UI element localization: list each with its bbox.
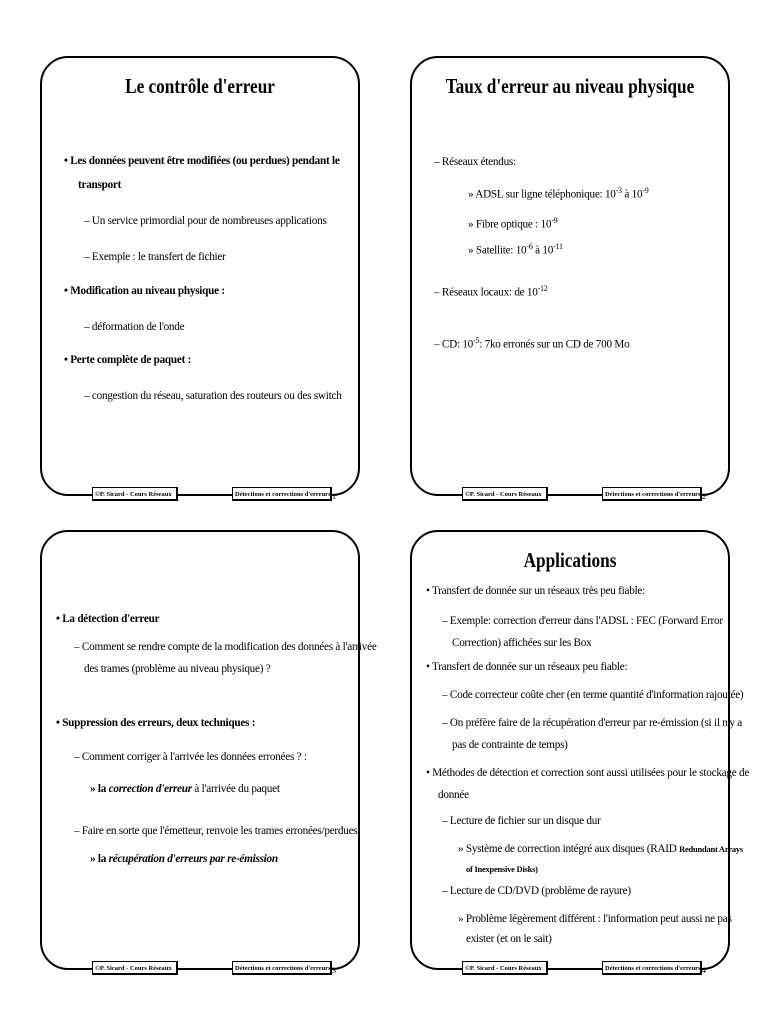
sub-item-cont: Correction) affichées sur les Box bbox=[452, 637, 592, 649]
footer-course: Détections et corrections d'erreurs bbox=[602, 487, 702, 501]
page-number: 2 bbox=[702, 492, 706, 501]
bullet: • Transfert de donnée sur un réseaux peu fiable: bbox=[426, 661, 628, 673]
bullet: • Modification au niveau physique : bbox=[64, 285, 225, 297]
sub-item: – Un service primordial pour de nombreuses applications bbox=[84, 215, 327, 227]
sub-item: – Lecture de fichier sur un disque dur bbox=[442, 815, 601, 827]
sub-item: – Exemple : le transfert de fichier bbox=[84, 251, 226, 263]
sub-item: – Comment corriger à l'arrivée les données erronées ? : bbox=[74, 751, 307, 763]
sub-sub-item-cont: exister (et on le sait) bbox=[466, 933, 552, 945]
sub-sub-item-cont: of Inexpensive Disks) bbox=[466, 864, 538, 874]
footer-course: Détections et corrections d'erreurs bbox=[602, 961, 702, 975]
sub-sub-item: » Système de correction intégré aux disques (RAID Redundant Arrays bbox=[458, 843, 743, 855]
sub-item-fibre: » Fibre optique : $10^{-9}$ bbox=[468, 216, 558, 231]
page-number: 3 bbox=[332, 966, 336, 975]
sub-sub-item: » Problème légèrement différent : l'information peut aussi ne pas bbox=[458, 913, 732, 925]
sub-item: – Exemple: correction d'erreur dans l'ADSL : FEC (Forward Error bbox=[442, 615, 723, 627]
footer-course: Détections et corrections d'erreurs bbox=[232, 487, 332, 501]
item-cd: – CD: $10^{-5}$: 7ko erronés sur un CD de 700 Mo bbox=[434, 336, 630, 351]
sub-item: – On préfère faire de la récupération d'erreur par re-émission (si il n'y a bbox=[442, 717, 742, 729]
slide-2 bbox=[410, 56, 730, 501]
bullet: • Les données peuvent être modifiées (ou perdues) pendant le bbox=[64, 155, 340, 167]
footer-author: ©P. Sicard - Cours Réseaux bbox=[92, 961, 178, 975]
sub-item: – Lecture de CD/DVD (problème de rayure) bbox=[442, 885, 631, 897]
slide-1 bbox=[40, 56, 360, 501]
slide-title: Taux d'erreur au niveau physique bbox=[445, 74, 695, 98]
sub-item-cont: des trames (problème au niveau physique) ? bbox=[84, 663, 271, 675]
item: – Réseaux étendus: bbox=[434, 156, 516, 168]
page-number: 4 bbox=[702, 966, 706, 975]
bullet: • Méthodes de détection et correction sont aussi utilisées pour le stockage de bbox=[426, 767, 750, 779]
sub-item: – déformation de l'onde bbox=[84, 321, 185, 333]
slide-title: Le contrôle d'erreur bbox=[125, 74, 275, 98]
sub-item: – Comment se rendre compte de la modification des données à l'arrivée bbox=[74, 641, 377, 653]
bullet: • Suppression des erreurs, deux techniques : bbox=[56, 717, 256, 729]
slide-4 bbox=[410, 530, 750, 975]
footer-author: ©P. Sicard - Cours Réseaux bbox=[92, 487, 178, 501]
page-number: 1 bbox=[332, 492, 336, 501]
slide-3 bbox=[40, 530, 377, 975]
footer-author: ©P. Sicard - Cours Réseaux bbox=[462, 487, 548, 501]
bullet: • La détection d'erreur bbox=[56, 613, 160, 625]
footer-course: Détections et corrections d'erreurs bbox=[232, 961, 332, 975]
sub-sub-item: » la correction d'erreur à l'arrivée du paquet bbox=[90, 783, 280, 795]
sub-item: – congestion du réseau, saturation des routeurs ou des switch bbox=[84, 390, 342, 402]
bullet-cont: transport bbox=[78, 179, 122, 191]
sub-item: – Code correcteur coûte cher (en terme quantité d'information rajoutée) bbox=[442, 689, 744, 701]
bullet-cont: donnée bbox=[438, 789, 469, 801]
footer-author: ©P. Sicard - Cours Réseaux bbox=[462, 961, 548, 975]
sub-item-adsl: » ADSL sur ligne téléphonique: $10^{-3}$ à $10^{-9}$ bbox=[468, 186, 649, 201]
bullet: • Transfert de donnée sur un réseaux très peu fiable: bbox=[426, 585, 646, 597]
sub-sub-item: » la récupération d'erreurs par re-émission bbox=[90, 853, 278, 865]
sub-item-cont: pas de contrainte de temps) bbox=[452, 739, 568, 751]
sub-item: – Faire en sorte que l'émetteur, renvoie les trames erronées/perdues: bbox=[74, 825, 361, 837]
item-local: – Réseaux locaux: de $10^{-12}$ bbox=[434, 284, 548, 299]
sub-item-satellite: » Satellite: $10^{-6}$ à $10^{-11}$ bbox=[468, 242, 563, 257]
slide-title: Applications bbox=[523, 548, 617, 572]
bullet: • Perte complète de paquet : bbox=[64, 354, 192, 366]
